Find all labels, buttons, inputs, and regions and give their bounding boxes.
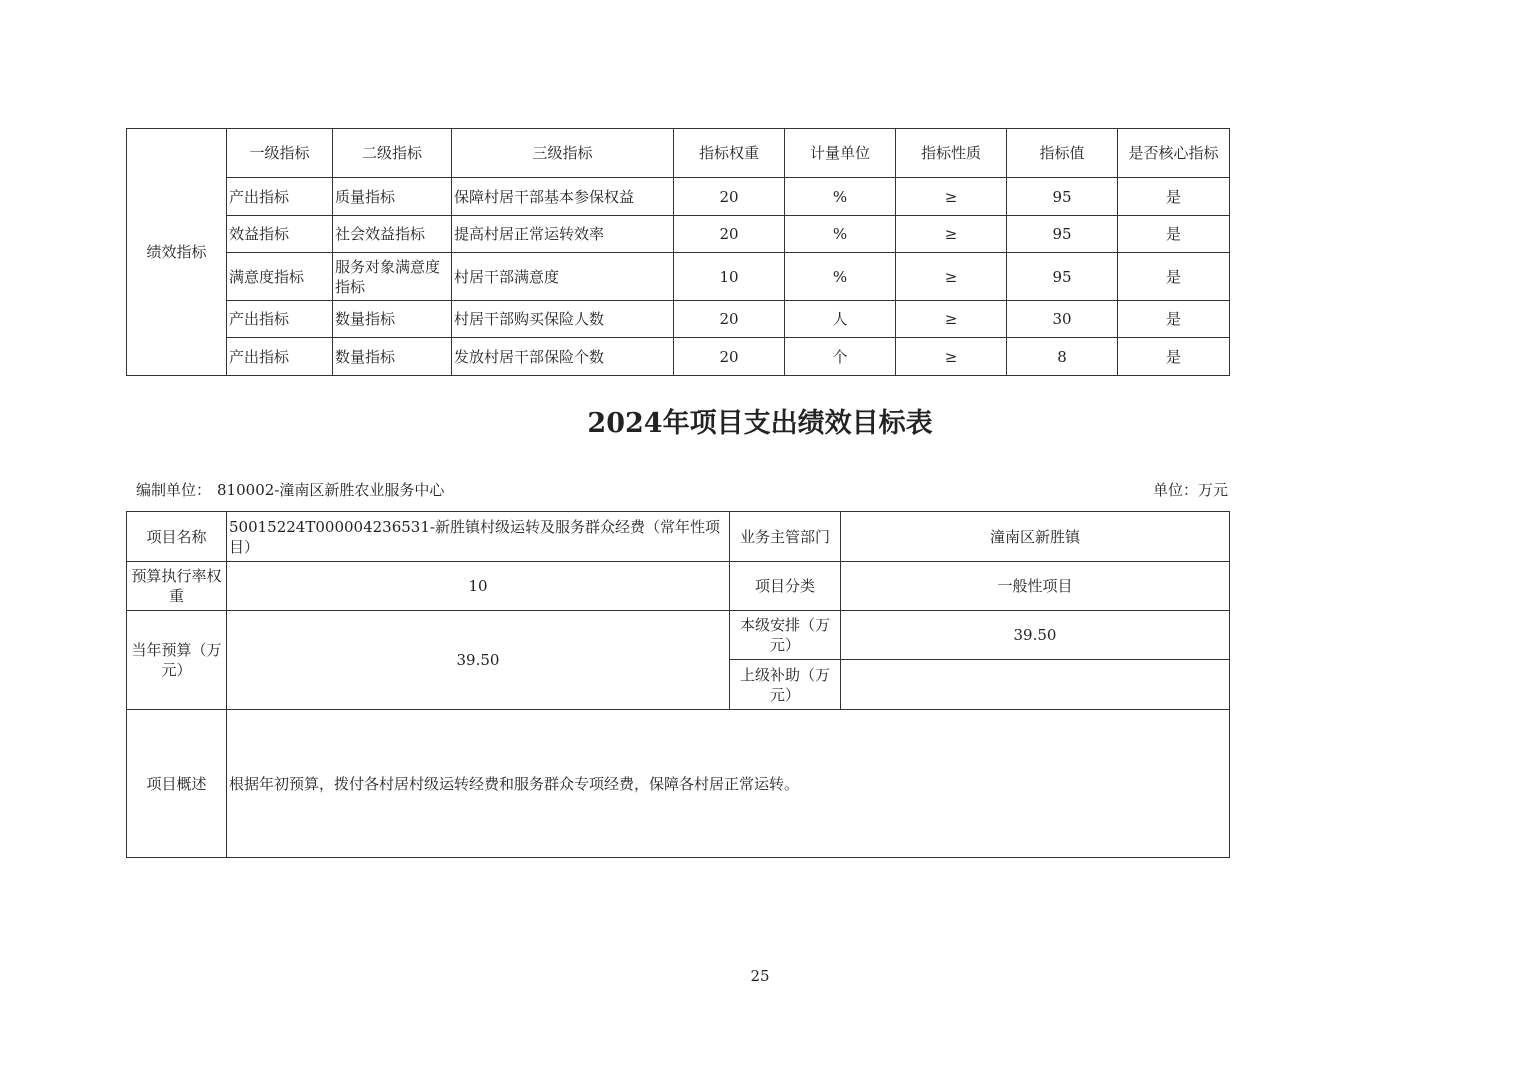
table-row: [127, 512, 1230, 562]
indicator-weight: 20: [674, 301, 785, 338]
annual-budget-value: 39.50: [227, 611, 730, 710]
indicator-weight: 20: [674, 216, 785, 253]
unit: %: [785, 178, 896, 216]
level2-indicator: 数量指标: [333, 338, 452, 376]
column-header: 是否核心指标: [1118, 129, 1230, 178]
upper-value: [841, 660, 1230, 710]
level1-indicator: 满意度指标: [227, 253, 333, 301]
level3-indicator: 提高村居正常运转效率: [452, 216, 674, 253]
unit: 个: [785, 338, 896, 376]
upper-label: 上级补助（万元）: [730, 660, 841, 710]
table-row: [127, 216, 1230, 253]
indicator-weight: 20: [674, 338, 785, 376]
level2-indicator: 数量指标: [333, 301, 452, 338]
is-core: 是: [1118, 338, 1230, 376]
indicator-weight: 20: [674, 178, 785, 216]
annual-budget-label: 当年预算（万元）: [127, 611, 227, 710]
level1-indicator: 效益指标: [227, 216, 333, 253]
unit: %: [785, 216, 896, 253]
indicator-value: 95: [1007, 216, 1118, 253]
level2-indicator: 服务对象满意度指标: [333, 253, 452, 301]
dept-value: 潼南区新胜镇: [841, 512, 1230, 562]
org-label: 编制单位：: [136, 481, 212, 499]
indicator-value: 95: [1007, 178, 1118, 216]
column-header: 指标权重: [674, 129, 785, 178]
indicator-nature: ≥: [896, 178, 1007, 216]
section-label: 绩效指标: [127, 129, 227, 376]
column-header: 指标值: [1007, 129, 1118, 178]
is-core: 是: [1118, 178, 1230, 216]
category-label: 项目分类: [730, 562, 841, 611]
table-row: [127, 253, 1230, 301]
level3-indicator: 发放村居干部保险个数: [452, 338, 674, 376]
table-row: [127, 562, 1230, 611]
indicator-value: 30: [1007, 301, 1118, 338]
page-title: 2024年项目支出绩效目标表: [587, 408, 933, 439]
level1-indicator: 产出指标: [227, 338, 333, 376]
project-name-label: 项目名称: [127, 512, 227, 562]
is-core: 是: [1118, 301, 1230, 338]
is-core: 是: [1118, 216, 1230, 253]
table-row: [127, 178, 1230, 216]
indicator-nature: ≥: [896, 338, 1007, 376]
unit-label: 单位：万元: [1152, 481, 1228, 499]
budget-table: [126, 511, 1230, 858]
table-row: [127, 338, 1230, 376]
indicator-nature: ≥: [896, 301, 1007, 338]
level3-indicator: 村居干部满意度: [452, 253, 674, 301]
indicator-weight: 10: [674, 253, 785, 301]
indicator-nature: ≥: [896, 253, 1007, 301]
table-row: [127, 710, 1230, 858]
level3-indicator: 村居干部购买保险人数: [452, 301, 674, 338]
indicator-value: 95: [1007, 253, 1118, 301]
level1-indicator: 产出指标: [227, 178, 333, 216]
level3-indicator: 保障村居干部基本参保权益: [452, 178, 674, 216]
unit: 人: [785, 301, 896, 338]
performance-indicator-table: [126, 128, 1230, 376]
exec-rate-label: 预算执行率权重: [127, 562, 227, 611]
page-number: 25: [750, 967, 770, 985]
level1-indicator: 产出指标: [227, 301, 333, 338]
overview-value: 根据年初预算，拨付各村居村级运转经费和服务群众专项经费，保障各村居正常运转。: [227, 710, 1230, 858]
column-header: 指标性质: [896, 129, 1007, 178]
indicator-value: 8: [1007, 338, 1118, 376]
table-row: [127, 301, 1230, 338]
column-header: 计量单位: [785, 129, 896, 178]
indicator-nature: ≥: [896, 216, 1007, 253]
project-name-value: 50015224T000004236531-新胜镇村级运转及服务群众经费（常年性项目）: [227, 512, 730, 562]
column-header: 二级指标: [333, 129, 452, 178]
column-header: 三级指标: [452, 129, 674, 178]
table-row: [127, 611, 1230, 660]
org-value: 810002-潼南区新胜农业服务中心: [217, 481, 445, 499]
local-value: 39.50: [841, 611, 1230, 660]
exec-rate-value: 10: [227, 562, 730, 611]
dept-label: 业务主管部门: [730, 512, 841, 562]
level2-indicator: 社会效益指标: [333, 216, 452, 253]
column-header: 一级指标: [227, 129, 333, 178]
unit: %: [785, 253, 896, 301]
local-label: 本级安排（万元）: [730, 611, 841, 660]
category-value: 一般性项目: [841, 562, 1230, 611]
level2-indicator: 质量指标: [333, 178, 452, 216]
overview-label: 项目概述: [127, 710, 227, 858]
table-header-row: [127, 129, 1230, 178]
org-info: [136, 479, 444, 500]
is-core: 是: [1118, 253, 1230, 301]
